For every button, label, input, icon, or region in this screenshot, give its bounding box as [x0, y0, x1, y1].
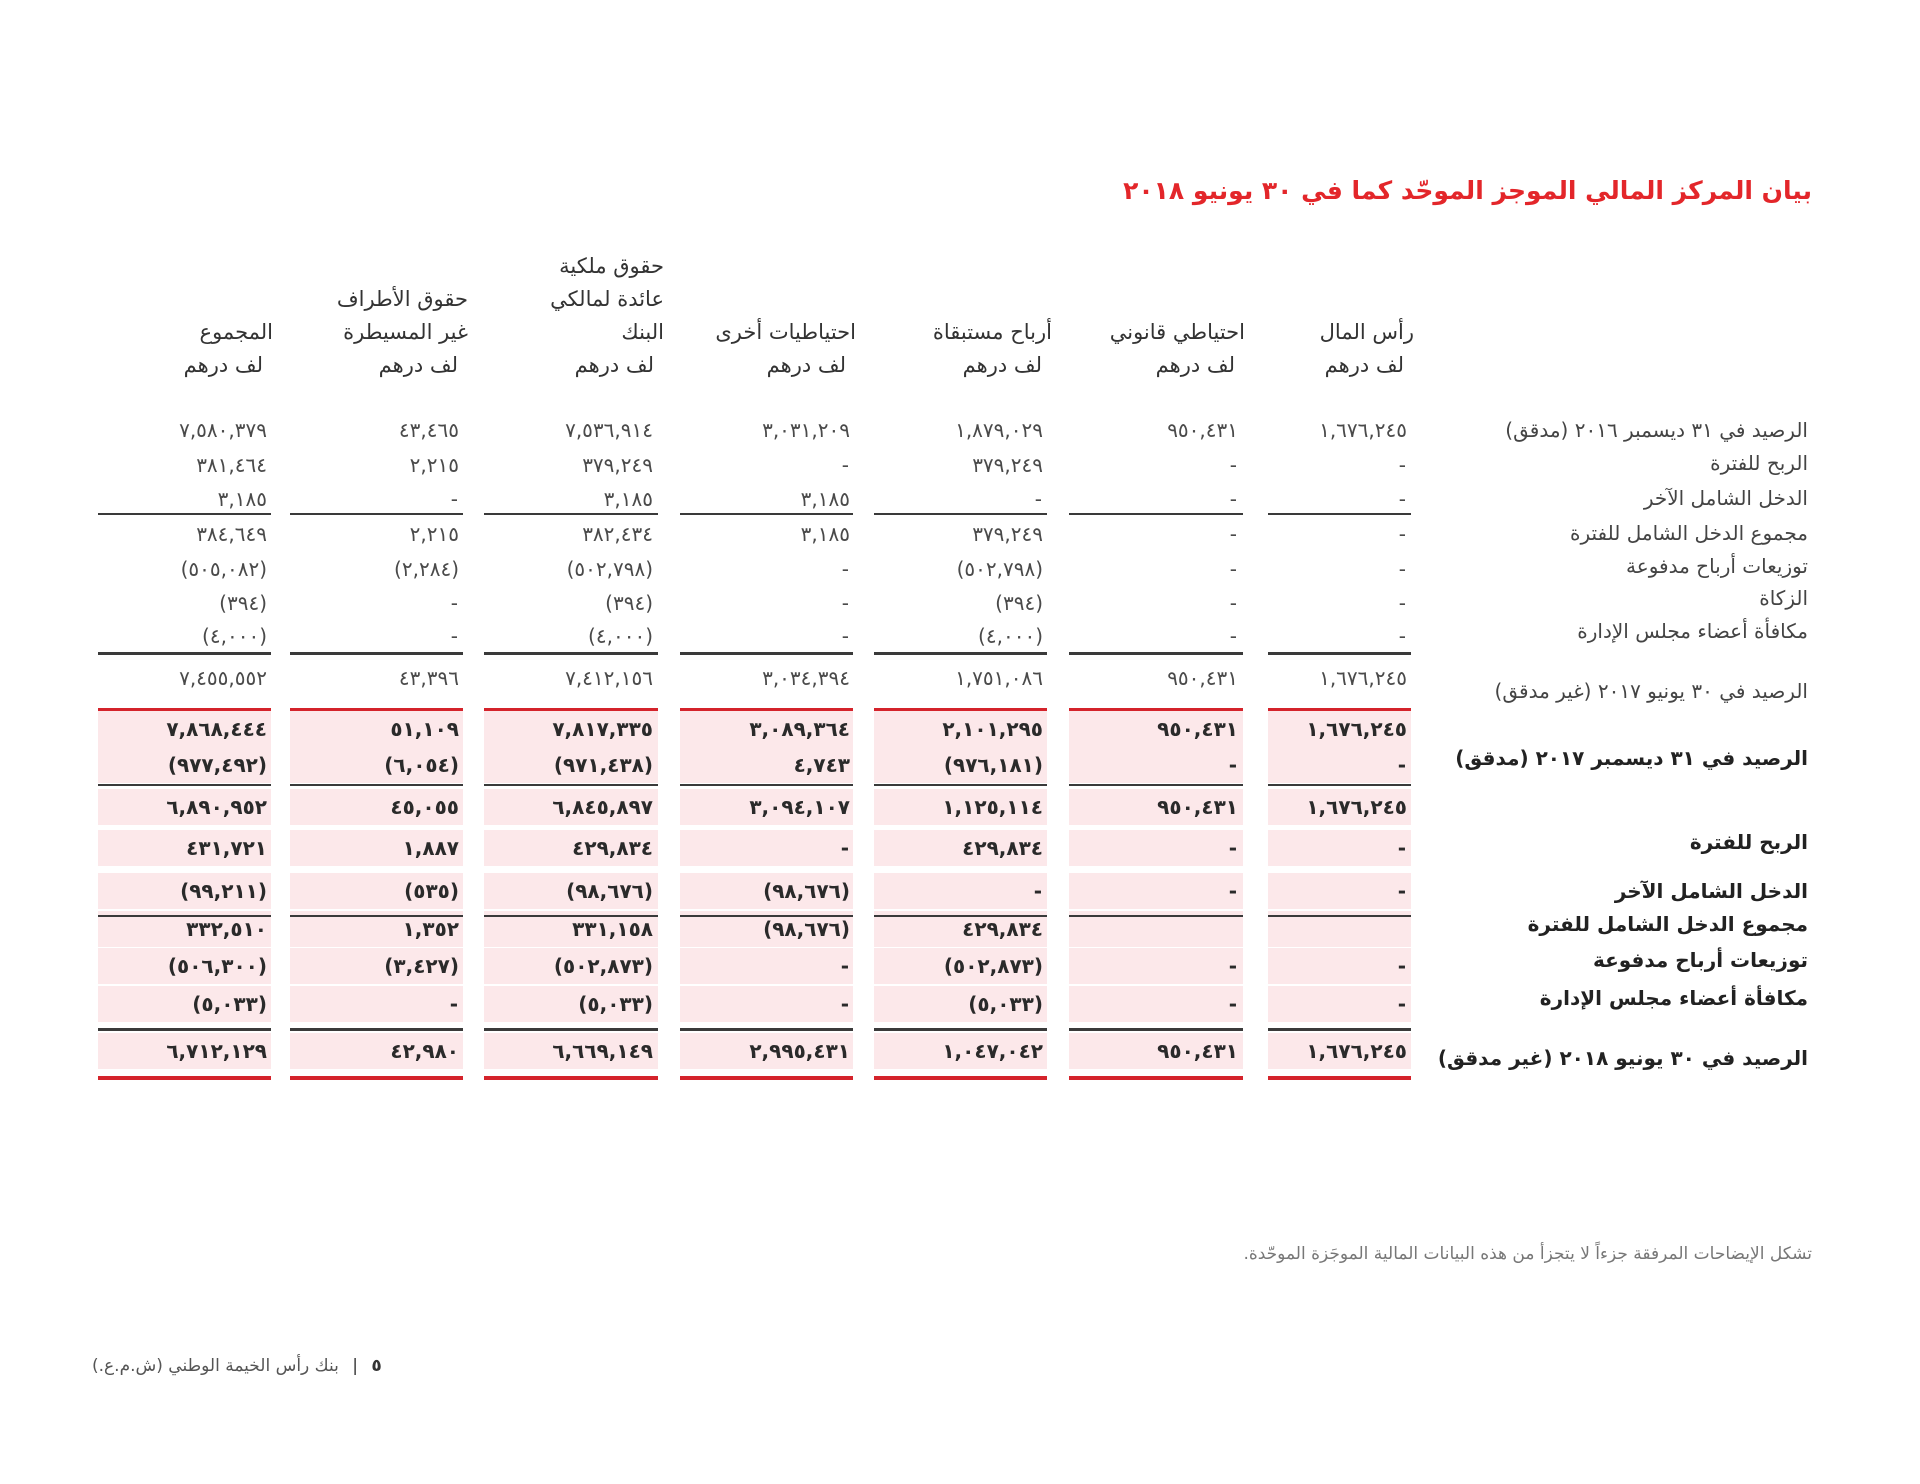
table-cell: ٣٣١,١٥٨ — [572, 917, 653, 941]
table-cell: - — [450, 624, 459, 648]
table-cell: ٩٥٠,٤٣١ — [1157, 795, 1238, 819]
column-heading-line: احتياطي قانوني — [1109, 320, 1245, 344]
row-label: الدخل الشامل الآخر — [1614, 879, 1808, 903]
table-cell: (٣٩٤) — [995, 591, 1043, 615]
table-rule — [484, 915, 658, 917]
row-label: توزيعات أرباح مدفوعة — [1592, 948, 1808, 972]
column-header-6 — [292, 283, 468, 382]
notes-disclaimer: تشكل الإيضاحات المرفقة جزءاً لا يتجزأ من هذه البيانات المالية الموجَزة الموحّدة. — [1243, 1244, 1812, 1264]
table-cell: - — [1228, 954, 1238, 978]
table-rule — [1268, 1028, 1411, 1031]
table-cell: (٣٩٤) — [605, 591, 653, 615]
table-cell: (٩٨,٦٧٦) — [566, 879, 653, 903]
column-header-2 — [1069, 316, 1245, 382]
column-heading-line: البنك — [621, 320, 664, 344]
table-cell: ١,٦٧٦,٢٤٥ — [1319, 418, 1407, 442]
table-cell: ١,٦٧٦,٢٤٥ — [1306, 1039, 1407, 1063]
table-rule — [1268, 915, 1411, 917]
table-rule — [484, 708, 658, 711]
table-cell: ٣,٠٣٤,٣٩٤ — [762, 666, 850, 690]
table-rule — [874, 915, 1047, 917]
table-cell: ٢,٩٩٥,٤٣١ — [749, 1039, 850, 1063]
row-label: الرصيد في ٣١ ديسمبر ٢٠١٧ (مدقق) — [1455, 746, 1808, 770]
table-cell: (٢,٢٨٤) — [394, 557, 459, 581]
table-rule — [290, 1076, 463, 1080]
table-cell: - — [1397, 879, 1407, 903]
table-rule — [290, 708, 463, 711]
table-cell: - — [1229, 624, 1238, 648]
page-number: ٥ — [371, 1356, 382, 1376]
table-rule — [680, 652, 853, 655]
table-rule — [1268, 1076, 1411, 1080]
column-header-1 — [1238, 316, 1414, 382]
table-cell: ٣٨١,٤٦٤ — [196, 453, 267, 477]
table-cell: - — [841, 453, 850, 477]
table-cell: ١,٠٤٧,٠٤٢ — [942, 1039, 1043, 1063]
table-cell: - — [450, 487, 459, 511]
table-rule — [484, 1028, 658, 1031]
table-cell: ٦,٨٩٠,٩٥٢ — [166, 795, 267, 819]
table-cell: (٥,٠٣٣) — [968, 992, 1043, 1016]
table-rule — [680, 513, 853, 515]
row-label: الدخل الشامل الآخر — [1643, 486, 1808, 510]
table-row — [0, 747, 1920, 783]
table-cell: ١,٨٨٧ — [402, 836, 459, 860]
table-cell: - — [1034, 487, 1043, 511]
column-unit: لف درهم — [378, 353, 458, 377]
table-cell: - — [450, 591, 459, 615]
table-rule — [1069, 652, 1243, 655]
table-cell: (٥٠٢,٨٧٣) — [943, 954, 1043, 978]
table-cell: ٧,٤٥٥,٥٥٢ — [179, 666, 267, 690]
bank-name: بنك رأس الخيمة الوطني (ش.م.ع.) — [92, 1356, 339, 1376]
column-unit: لف درهم — [766, 353, 846, 377]
page-title: بيان المركز المالي الموجز الموحّد كما في ٣٠ يونيو ٢٠١٨ — [1123, 176, 1812, 205]
table-rule — [680, 915, 853, 917]
table-cell: ٣٨٤,٦٤٩ — [196, 522, 267, 546]
table-cell: ٢,٢١٥ — [409, 522, 459, 546]
column-header-3 — [876, 316, 1052, 382]
table-cell: - — [1229, 487, 1238, 511]
table-cell: ١,١٢٥,١١٤ — [942, 795, 1043, 819]
table-rule — [290, 652, 463, 655]
table-cell: ٤٣,٤٦٥ — [398, 418, 459, 442]
column-heading-line: حقوق ملكية — [559, 254, 664, 278]
column-heading-line: عائدة لمالكي — [550, 287, 664, 311]
table-cell: (٩٩,٢١١) — [180, 879, 267, 903]
table-cell: ٣٧٩,٢٤٩ — [582, 453, 653, 477]
table-cell: - — [449, 992, 459, 1016]
table-cell: ٣٣٢,٥١٠ — [186, 917, 267, 941]
table-cell: ٧,٥٨٠,٣٧٩ — [179, 418, 267, 442]
table-cell: ٣٨٢,٤٣٤ — [582, 522, 653, 546]
table-rule — [484, 1076, 658, 1080]
table-cell: - — [840, 992, 850, 1016]
table-cell: ١,٦٧٦,٢٤٥ — [1306, 717, 1407, 741]
row-label: مكافأة أعضاء مجلس الإدارة — [1577, 619, 1808, 643]
table-rule — [1268, 513, 1411, 515]
column-heading-line: المجموع — [199, 320, 273, 344]
table-cell: ٧,٤١٢,١٥٦ — [565, 666, 653, 690]
table-rule — [290, 1028, 463, 1031]
row-label: الزكاة — [1759, 586, 1808, 610]
table-cell: ٣,٠٩٤,١٠٧ — [749, 795, 850, 819]
table-cell: ٤٢٩,٨٣٤ — [962, 917, 1043, 941]
table-cell: (٩٧٦,١٨١) — [943, 753, 1043, 777]
row-label: مكافأة أعضاء مجلس الإدارة — [1539, 986, 1808, 1010]
table-rule — [1268, 652, 1411, 655]
table-rule — [874, 784, 1047, 786]
column-unit: لف درهم — [183, 353, 263, 377]
table-rule — [98, 1028, 271, 1031]
row-label: الربح للفترة — [1710, 451, 1808, 475]
table-cell: - — [1397, 992, 1407, 1016]
table-cell: ٧,٥٣٦,٩١٤ — [565, 418, 653, 442]
table-cell: ٤٢,٩٨٠ — [390, 1039, 459, 1063]
table-row — [0, 447, 1920, 483]
table-cell: ٤٣١,٧٢١ — [186, 836, 267, 860]
table-cell: ٦,٨٤٥,٨٩٧ — [552, 795, 653, 819]
table-cell: - — [1229, 453, 1238, 477]
table-cell: - — [840, 836, 850, 860]
table-rule — [874, 513, 1047, 515]
table-cell: (٥,٠٣٣) — [192, 992, 267, 1016]
table-cell: ١,٦٧٦,٢٤٥ — [1319, 666, 1407, 690]
column-header-5 — [488, 250, 664, 382]
table-cell: ٤٥,٠٥٥ — [390, 795, 459, 819]
table-cell: - — [1397, 836, 1407, 860]
table-cell: ٧,٨١٧,٣٣٥ — [552, 717, 653, 741]
table-cell: ٩٥٠,٤٣١ — [1157, 1039, 1238, 1063]
row-label: الرصيد في ٣٠ يونيو ٢٠١٨ (غير مدقق) — [1437, 1046, 1808, 1070]
table-cell: - — [1229, 591, 1238, 615]
column-unit: لف درهم — [1155, 353, 1235, 377]
table-rule — [1069, 1076, 1243, 1080]
table-cell: ٦,٦٦٩,١٤٩ — [552, 1039, 653, 1063]
column-unit: لف درهم — [962, 353, 1042, 377]
table-rule — [1268, 784, 1411, 786]
table-cell: - — [1033, 879, 1043, 903]
table-cell: - — [1228, 753, 1238, 777]
table-cell: (٤,٠٠٠) — [978, 624, 1043, 648]
table-rule — [290, 784, 463, 786]
table-cell: - — [1228, 992, 1238, 1016]
table-cell: ١,٧٥١,٠٨٦ — [955, 666, 1043, 690]
table-cell: - — [1398, 487, 1407, 511]
table-cell: - — [1229, 522, 1238, 546]
table-cell: ٩٥٠,٤٣١ — [1167, 666, 1238, 690]
table-cell: ٤,٧٤٣ — [793, 753, 850, 777]
table-rule — [290, 915, 463, 917]
table-cell: ١,٨٧٩,٠٢٩ — [955, 418, 1043, 442]
column-heading-line: حقوق الأطراف — [336, 287, 468, 311]
column-heading-line: رأس المال — [1319, 320, 1414, 344]
row-label: الربح للفترة — [1689, 830, 1808, 854]
table-cell: (٩٨,٦٧٦) — [763, 879, 850, 903]
table-cell: ١,٣٥٢ — [402, 917, 459, 941]
column-heading-line: احتياطيات أخرى — [715, 320, 856, 344]
table-row — [0, 830, 1920, 866]
table-cell: (٤,٠٠٠) — [588, 624, 653, 648]
table-cell: - — [1398, 591, 1407, 615]
table-cell: (٣٩٤) — [219, 591, 267, 615]
table-rule — [484, 652, 658, 655]
table-cell: ٦,٧١٢,١٢٩ — [166, 1039, 267, 1063]
table-rule — [874, 1076, 1047, 1080]
table-cell: (٥٠٦,٣٠٠) — [167, 954, 267, 978]
table-cell: ٣,٠٣١,٢٠٩ — [762, 418, 850, 442]
table-cell: ٣,١٨٥ — [800, 522, 850, 546]
table-cell: - — [1228, 879, 1238, 903]
table-rule — [680, 1076, 853, 1080]
table-rule — [290, 513, 463, 515]
column-header-4 — [680, 316, 856, 382]
table-rule — [874, 652, 1047, 655]
column-heading-line: أرباح مستبقاة — [932, 320, 1052, 344]
table-cell: (٥٠٢,٧٩٨) — [566, 557, 653, 581]
column-header-7 — [97, 316, 273, 382]
table-cell: (٥٠٢,٧٩٨) — [956, 557, 1043, 581]
table-cell: - — [841, 624, 850, 648]
table-rule — [680, 784, 853, 786]
table-row — [0, 481, 1920, 517]
table-cell: ٥١,١٠٩ — [390, 717, 459, 741]
table-cell: ٣٧٩,٢٤٩ — [972, 453, 1043, 477]
table-cell: ٣,١٨٥ — [603, 487, 653, 511]
table-rule — [874, 708, 1047, 711]
table-rule — [680, 708, 853, 711]
table-rule — [680, 1028, 853, 1031]
row-label: مجموع الدخل الشامل للفترة — [1569, 521, 1808, 545]
table-cell: - — [1228, 836, 1238, 860]
table-cell: ٣٧٩,٢٤٩ — [972, 522, 1043, 546]
table-rule — [874, 1028, 1047, 1031]
table-cell: - — [1229, 557, 1238, 581]
table-cell: (٥,٠٣٣) — [578, 992, 653, 1016]
table-cell: ٢,٢١٥ — [409, 453, 459, 477]
table-cell: (٩٧١,٤٣٨) — [553, 753, 653, 777]
table-cell: ٤٣,٣٩٦ — [398, 666, 459, 690]
table-cell: - — [840, 954, 850, 978]
table-cell: (٦,٠٥٤) — [384, 753, 459, 777]
table-cell: (٤,٠٠٠) — [202, 624, 267, 648]
table-cell: (٥٣٥) — [404, 879, 459, 903]
table-rule — [484, 513, 658, 515]
table-cell: ٤٢٩,٨٣٤ — [962, 836, 1043, 860]
table-cell: - — [1398, 453, 1407, 477]
table-cell: ٩٥٠,٤٣١ — [1167, 418, 1238, 442]
table-cell: (٩٧٧,٤٩٢) — [167, 753, 267, 777]
table-rule — [98, 784, 271, 786]
table-rule — [98, 513, 271, 515]
table-cell: - — [1398, 624, 1407, 648]
row-label: الرصيد في ٣٠ يونيو ٢٠١٧ (غير مدقق) — [1494, 679, 1808, 703]
footer-separator: | — [352, 1356, 358, 1376]
table-cell: - — [841, 591, 850, 615]
table-cell: ٩٥٠,٤٣١ — [1157, 717, 1238, 741]
table-rule — [1069, 784, 1243, 786]
table-cell: ٣,١٨٥ — [800, 487, 850, 511]
table-cell: - — [1397, 753, 1407, 777]
table-rule — [1069, 513, 1243, 515]
table-rule — [1268, 708, 1411, 711]
table-cell: ٧,٨٦٨,٤٤٤ — [166, 717, 267, 741]
column-unit: لف درهم — [574, 353, 654, 377]
table-cell: - — [841, 557, 850, 581]
table-cell: (٩٨,٦٧٦) — [763, 917, 850, 941]
column-heading-line: غير المسيطرة — [343, 320, 468, 344]
table-cell: - — [1398, 522, 1407, 546]
table-cell: - — [1398, 557, 1407, 581]
table-cell: ٣,٠٨٩,٣٦٤ — [749, 717, 850, 741]
page-footer — [92, 1356, 382, 1376]
table-row — [0, 789, 1920, 825]
table-cell: (٣,٤٢٧) — [384, 954, 459, 978]
row-label: مجموع الدخل الشامل للفترة — [1527, 912, 1808, 936]
table-cell: ٤٢٩,٨٣٤ — [572, 836, 653, 860]
table-rule — [484, 784, 658, 786]
table-cell: - — [1397, 954, 1407, 978]
table-cell: ٢,١٠١,٢٩٥ — [942, 717, 1043, 741]
row-label: توزيعات أرباح مدفوعة — [1626, 554, 1808, 578]
column-unit: لف درهم — [1324, 353, 1404, 377]
table-rule — [98, 1076, 271, 1080]
table-cell: ١,٦٧٦,٢٤٥ — [1306, 795, 1407, 819]
table-cell: (٥٠٢,٨٧٣) — [553, 954, 653, 978]
table-rule — [1069, 915, 1243, 917]
table-rule — [1069, 708, 1243, 711]
row-label: الرصيد في ٣١ ديسمبر ٢٠١٦ (مدقق) — [1505, 418, 1808, 442]
table-rule — [98, 652, 271, 655]
table-rule — [98, 708, 271, 711]
table-cell: (٥٠٥,٠٨٢) — [180, 557, 267, 581]
table-cell: ٣,١٨٥ — [217, 487, 267, 511]
table-rule — [1069, 1028, 1243, 1031]
table-rule — [98, 915, 271, 917]
